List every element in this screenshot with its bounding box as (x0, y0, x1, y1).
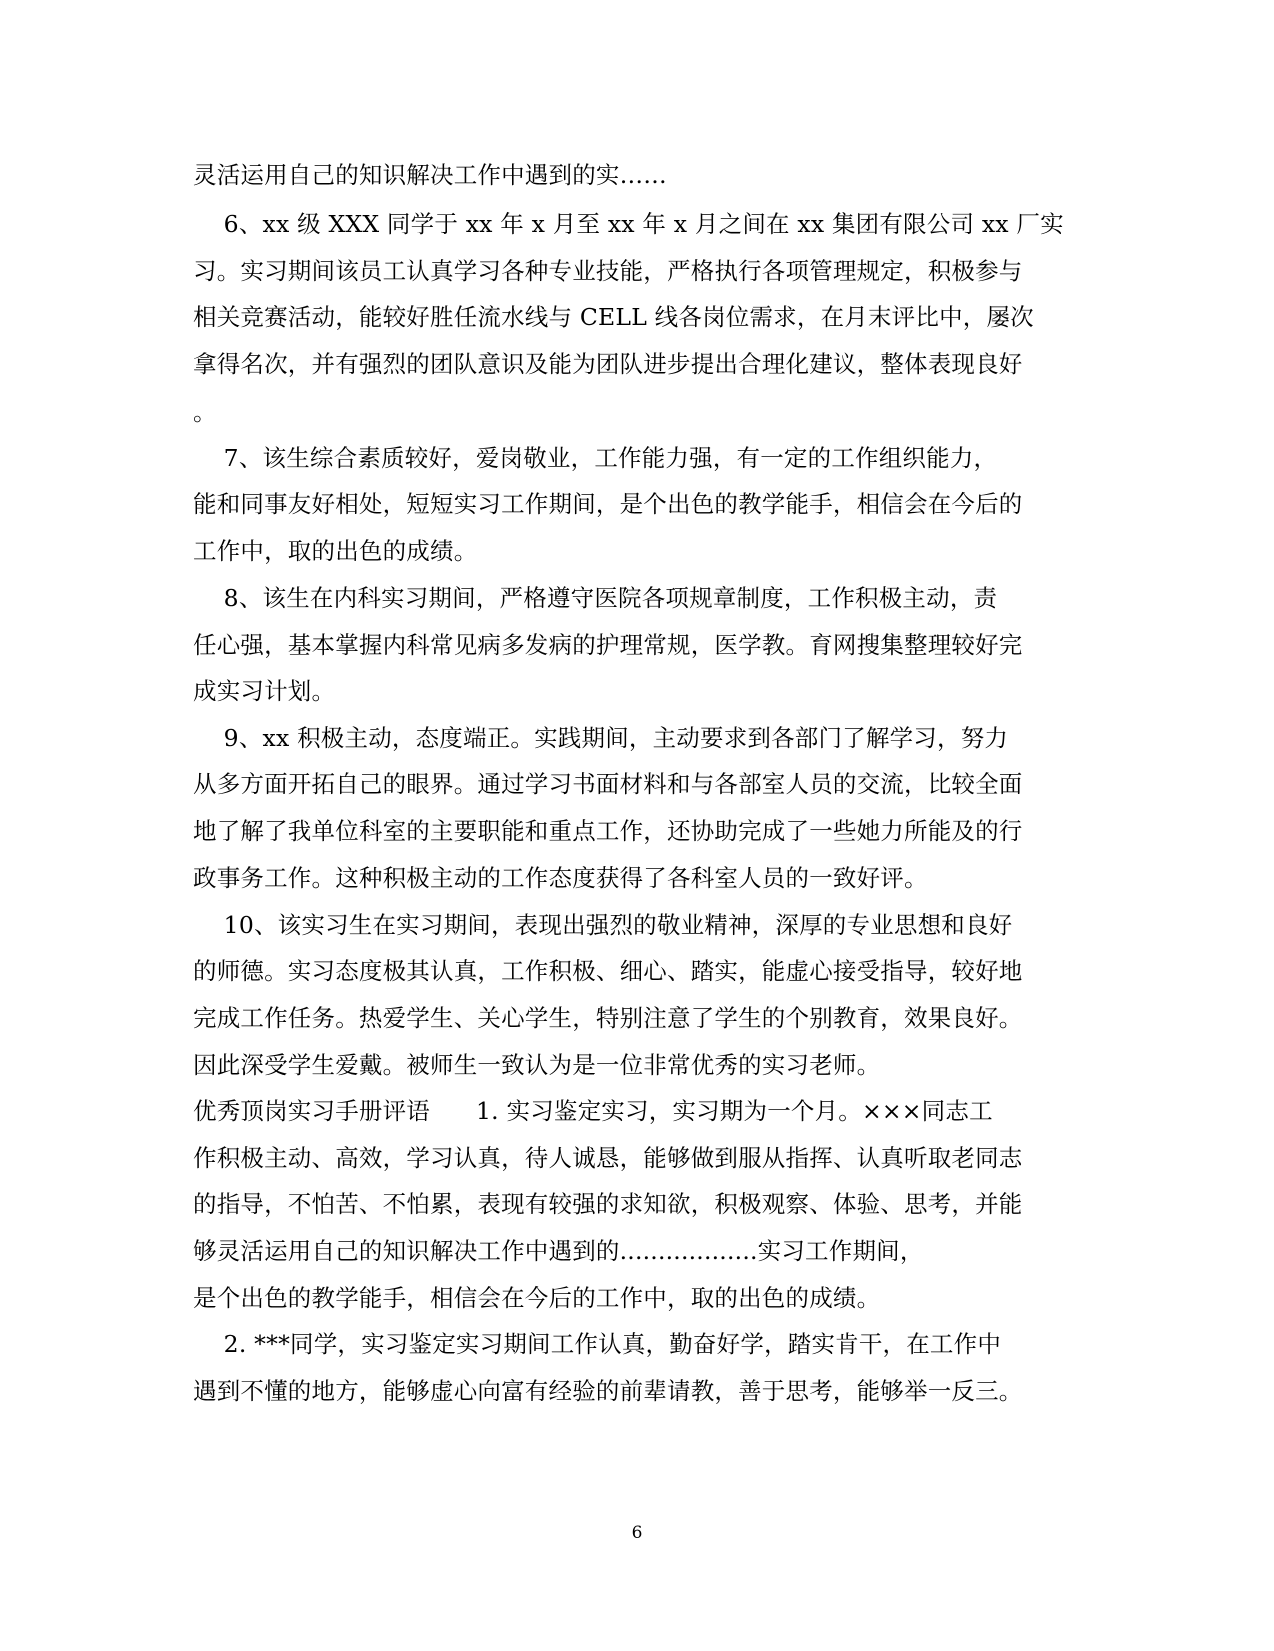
text-line: 的师德。实习态度极其认真，工作积极、细心、踏实，能虚心接受指导，较好地 (193, 957, 1023, 985)
text-line: 9、xx 积极主动，态度端正。实践期间，主动要求到各部门了解学习，努力 (193, 724, 1009, 752)
text-line: 够灵活运用自己的知识解决工作中遇到的..................实习工作期间， (193, 1237, 924, 1265)
text-line: 成实习计划。 (193, 677, 336, 705)
text-line: 2. ***同学，实习鉴定实习期间工作认真，勤奋好学，踏实肯干，在工作中 (193, 1330, 1002, 1358)
text-line: 是个出色的教学能手，相信会在今后的工作中，取的出色的成绩。 (193, 1284, 881, 1312)
text-line: 的指导，不怕苦、不怕累，表现有较强的求知欲，积极观察、体验、思考，并能 (193, 1190, 1023, 1218)
text-line: 完成工作任务。热爱学生、关心学生，特别注意了学生的个别教育，效果良好。 (193, 1004, 1023, 1032)
text-line: 遇到不懂的地方，能够虚心向富有经验的前辈请教，善于思考，能够举一反三。 (193, 1377, 1023, 1405)
text-line: 拿得名次，并有强烈的团队意识及能为团队进步提出合理化建议，整体表现良好 (193, 350, 1023, 378)
text-line: 工作中，取的出色的成绩。 (193, 537, 478, 565)
text-line: 习。实习期间该员工认真学习各种专业技能，严格执行各项管理规定，积极参与 (193, 257, 1023, 285)
text-line: 8、该生在内科实习期间，严格遵守医院各项规章制度，工作积极主动，责 (193, 584, 998, 612)
text-line: 从多方面开拓自己的眼界。通过学习书面材料和与各部室人员的交流，比较全面 (193, 770, 1023, 798)
text-line: 任心强，基本掌握内科常见病多发病的护理常规，医学教。育网搜集整理较好完 (193, 631, 1023, 659)
text-line: 因此深受学生爱戴。被师生一致认为是一位非常优秀的实习老师。 (193, 1051, 881, 1079)
text-line: 6、xx 级 XXX 同学于 xx 年 x 月至 xx 年 x 月之间在 xx 集团有限公司 xx 厂实 (193, 210, 1064, 238)
text-line: 政事务工作。这种积极主动的工作态度获得了各科室人员的一致好评。 (193, 864, 928, 892)
page-number: 6 (631, 1523, 643, 1543)
text-line: 灵活运用自己的知识解决工作中遇到的实…… (193, 161, 667, 189)
text-line: 相关竞赛活动，能较好胜任流水线与 CELL 线各岗位需求，在月末评比中，屡次 (193, 303, 1034, 331)
text-line: 能和同事友好相处，短短实习工作期间，是个出色的教学能手，相信会在今后的 (193, 490, 1023, 518)
text-line: 地了解了我单位科室的主要职能和重点工作，还协助完成了一些她力所能及的行 (193, 817, 1023, 845)
text-line: 10、该实习生在实习期间，表现出强烈的敬业精神，深厚的专业思想和良好 (193, 911, 1013, 939)
text-line: 7、该生综合素质较好，爱岗敬业，工作能力强，有一定的工作组织能力， (193, 444, 998, 472)
text-line: 优秀顶岗实习手册评语 1. 实习鉴定实习，实习期为一个月。×××同志工 (193, 1097, 993, 1125)
text-line: 。 (193, 398, 217, 426)
text-line: 作积极主动、高效，学习认真，待人诚恳，能够做到服从指挥、认真听取老同志 (193, 1144, 1023, 1172)
